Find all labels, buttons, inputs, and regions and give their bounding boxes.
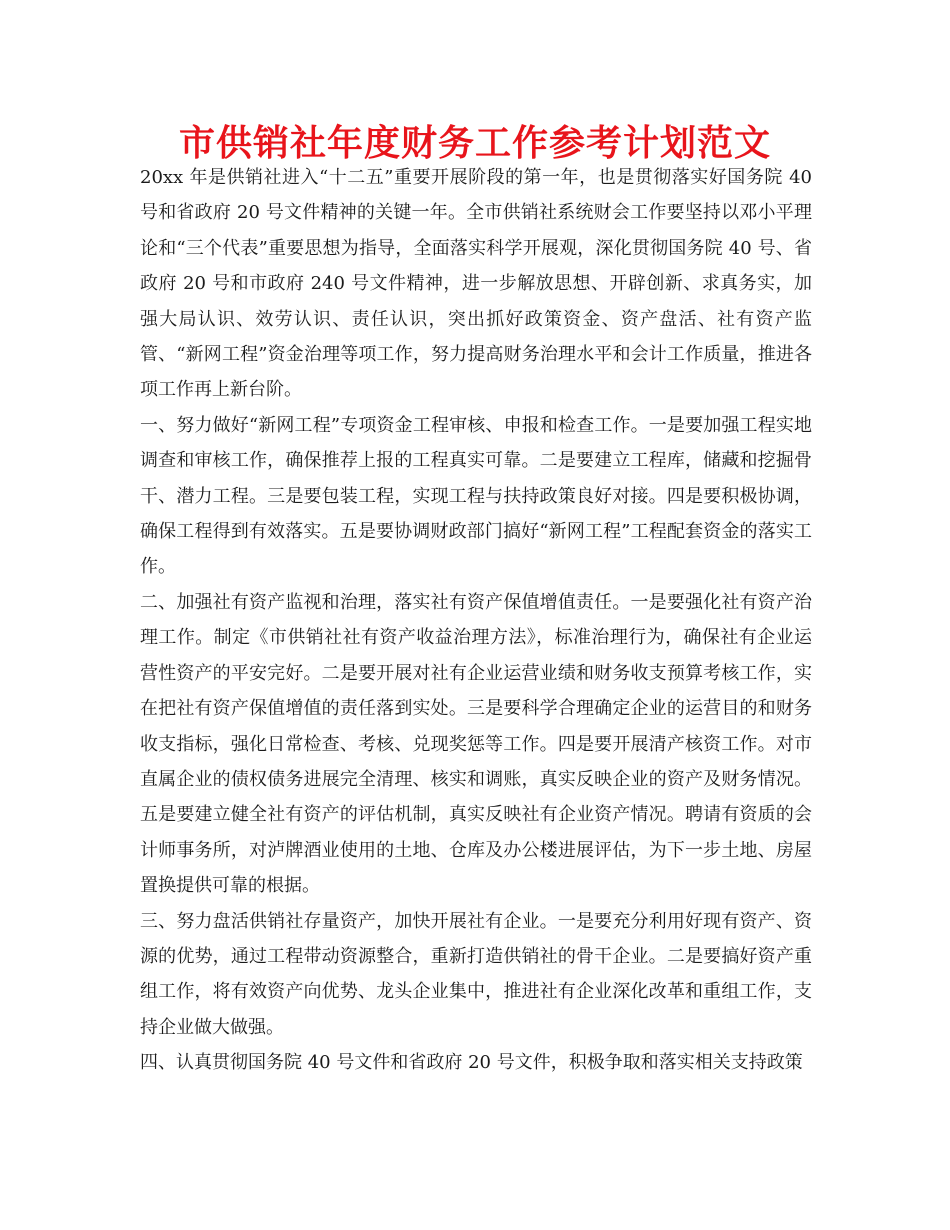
paragraph-section-1: 一、努力做好“新网工程”专项资金工程审核、申报和检查工作。一是要加强工程实地调查和审核工作，确保推荐上报的工程真实可靠。二是要建立工程库，储藏和挖掘骨干、潜力工程。三是要包装工程，实现工程与扶持政策良好对接。四是要积极协调，确保工程得到有效落实。五是要协调财政部门搞好“新网工程”工程配套资金的落实工作。 <box>140 414 812 578</box>
paragraph-section-4: 四、认真贯彻国务院 40 号文件和省政府 20 号文件，积极争取和落实相关支持政策 <box>140 1052 803 1074</box>
document-body <box>140 160 812 1081</box>
document-title: 市供销社年度财务工作参考计划范文 <box>178 123 771 164</box>
paragraph-intro: 20xx 年是供销社进入“十二五”重要开展阶段的第一年，也是贯彻落实好国务院 40 号和省政府 20 号文件精神的关键一年。全市供销社系统财会工作要坚持以邓小平理论和“三个代表”重要思想为指导，全面落实科学开展观，深化贯彻国务院 40 号、省政府 20 号和市政府 240 号文件精神，进一步解放思想、开辟创新、求真务实，加强大局认识、效劳认识、责任认识，突出抓好政策资金、资产盘活、社有资产监管、“新网工程”资金治理等项工作，努力提高财务治理水平和会计工作质量，推进各项工作再上新台阶。 <box>140 167 812 401</box>
paragraph-section-3: 三、努力盘活供销社存量资产，加快开展社有企业。一是要充分利用好现有资产、资源的优势，通过工程带动资源整合，重新打造供销社的骨干企业。二是要搞好资产重组工作，将有效资产向优势、龙头企业集中，推进社有企业深化改革和重组工作，支持企业做大做强。 <box>140 910 812 1038</box>
paragraph-section-2: 二、加强社有资产监视和治理，落实社有资产保值增值责任。一是要强化社有资产治理工作。制定《市供销社社有资产收益治理方法》，标准治理行为，确保社有企业运营性资产的平安完好。二是要开展对社有企业运营业绩和财务收支预算考核工作，实在把社有资产保值增值的责任落到实处。三是要科学合理确定企业的运营目的和财务收支指标，强化日常检查、考核、兑现奖惩等工作。四是要开展清产核资工作。对市直属企业的债权债务进展完全清理、核实和调账，真实反映企业的资产及财务情况。五是要建立健全社有资产的评估机制，真实反映社有企业资产情况。聘请有资质的会计师事务所，对泸牌酒业使用的土地、仓库及办公楼进展评估，为下一步土地、房屋置换提供可靠的根据。 <box>140 591 812 897</box>
